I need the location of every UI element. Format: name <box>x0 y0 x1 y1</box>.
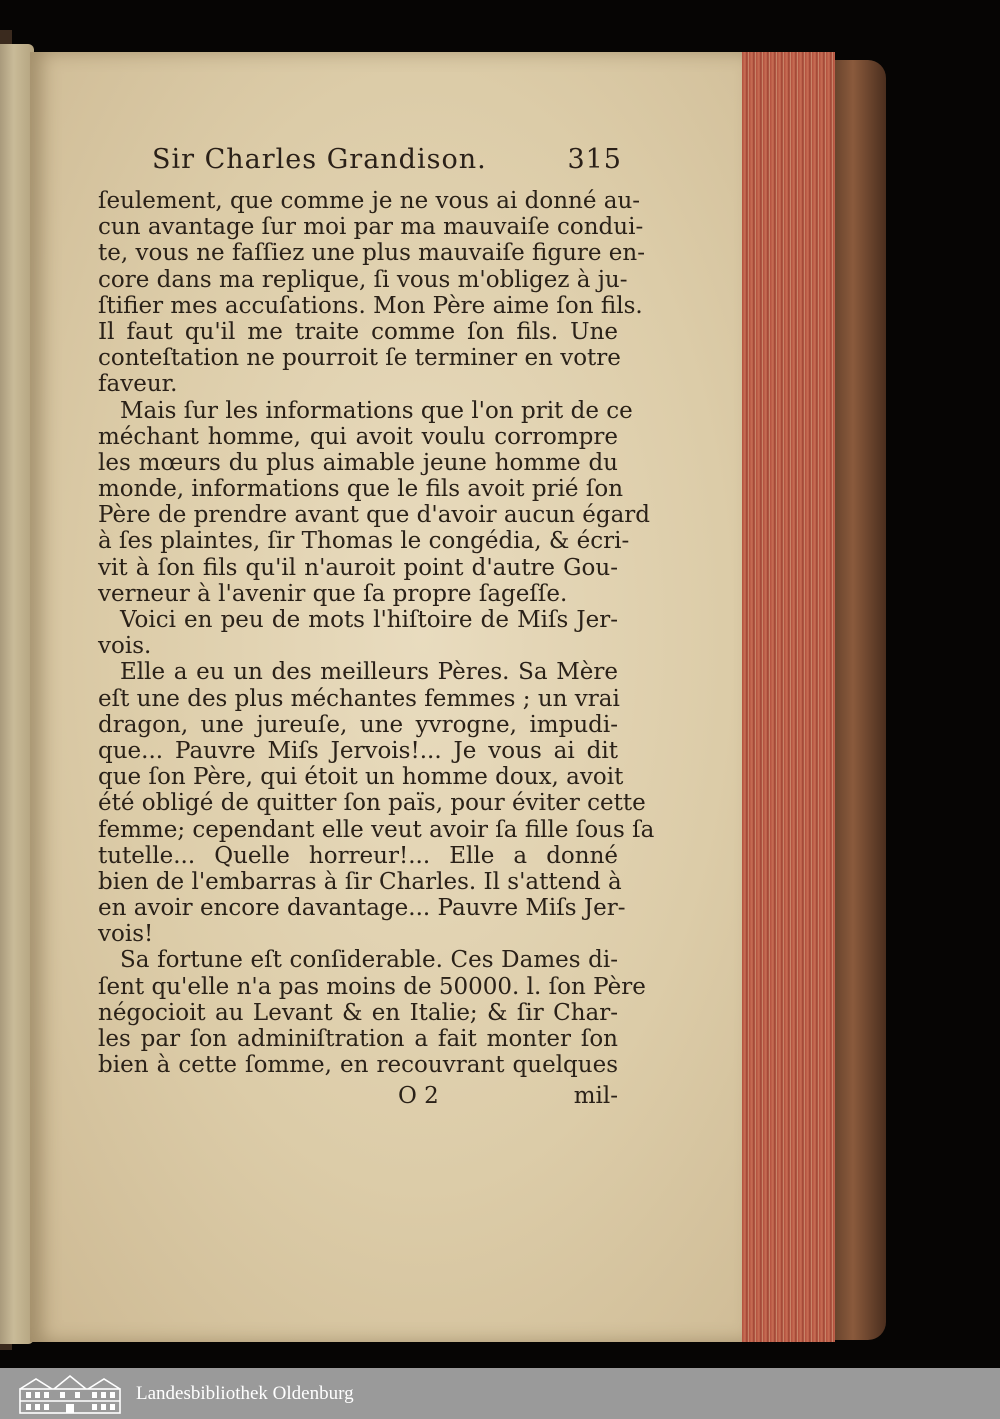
left-page-edge <box>0 44 34 1344</box>
text-line: en avoir encore davantage... Pauvre Miſs Jer- <box>98 895 626 922</box>
text-line: que ſon Père, qui étoit un homme doux, avoit <box>98 764 624 791</box>
page-footer <box>98 1083 618 1111</box>
text-line: faveur. <box>98 371 178 398</box>
text-line: bien à cette ſomme, en recouvrant quelques <box>98 1052 618 1079</box>
text-line: bien de l'embarras à ſir Charles. Il s'attend à <box>98 868 622 895</box>
library-name: Landesbibliothek Oldenburg <box>136 1382 354 1404</box>
catchword: mil- <box>573 1083 618 1109</box>
text-line: été obligé de quitter ſon païs, pour éviter cette <box>98 790 646 817</box>
text-line: Père de prendre avant que d'avoir aucun égard <box>98 502 651 529</box>
text-line: core dans ma replique, ſi vous m'obligez à ju- <box>98 266 628 293</box>
signature-mark: O 2 <box>398 1083 439 1109</box>
text-line: dragon, une jureuſe, une yvrogne, impudi- <box>98 711 618 738</box>
text-line: tutelle... Quelle horreur!... Elle a donné <box>98 842 618 869</box>
paragraph-start: Voici en peu de mots l'hiſtoire de Miſs Jer- <box>120 607 618 633</box>
running-head-title: Sir Charles Grandison. <box>152 144 487 175</box>
paragraph-start: Sa fortune eſt conſiderable. Ces Dames di- <box>120 947 618 974</box>
text-line: verneur à l'avenir que ſa propre ſageſſe. <box>98 580 568 607</box>
text-line: ſeulement, que comme je ne vous ai donné au- <box>98 188 641 214</box>
text-line: eſt une des plus méchantes femmes ; un vrai <box>98 685 620 712</box>
book-cover-edge <box>826 60 886 1340</box>
text-line: que... Pauvre Miſs Jervois!... Je vous ai dit <box>98 737 618 764</box>
text-line: les par ſon adminiſtration a fait monter ſon <box>98 1026 618 1052</box>
text-line: à ſes plaintes, ſir Thomas le congédia, & écri- <box>98 528 630 555</box>
text-line: ſent qu'elle n'a pas moins de 50000. l. ſon Père <box>98 973 646 1000</box>
paragraph-start: Elle a eu un des meilleurs Pères. Sa Mère <box>120 659 618 686</box>
text-line: te, vous ne faſſiez une plus mauvaiſe figure en- <box>98 240 646 267</box>
text-line: vois! <box>98 921 154 948</box>
text-line: conteſtation ne pourroit ſe terminer en votre <box>98 345 621 372</box>
running-head <box>152 144 622 175</box>
text-line: vois. <box>98 633 152 660</box>
text-line: cun avantage ſur moi par ma mauvaiſe condui- <box>98 214 644 241</box>
text-line: méchant homme, qui avoit voulu corrompre <box>98 423 618 450</box>
paragraph-start: Mais ſur les informations que l'on prit de ce <box>120 397 633 424</box>
text-line: femme; cependant elle veut avoir ſa fille ſous ſa <box>98 816 655 843</box>
text-line: vit à ſon fils qu'il n'auroit point d'autre Gou- <box>98 554 618 581</box>
text-line: les mœurs du plus aimable jeune homme du <box>98 449 618 476</box>
text-line: monde, informations que le fils avoit prié ſon <box>98 476 624 503</box>
text-line: ſtifier mes accuſations. Mon Père aime ſon fils. <box>98 292 643 319</box>
library-banner <box>0 1368 1000 1419</box>
page-edges <box>732 52 835 1342</box>
body-text <box>98 188 655 1079</box>
text-line: négocioit au Levant & en Italie; & ſir Char- <box>98 999 618 1026</box>
library-building-logo-icon <box>18 1373 122 1415</box>
text-line: Il faut qu'il me traite comme ſon fils. Une <box>98 318 618 345</box>
page-number: 315 <box>567 144 622 175</box>
